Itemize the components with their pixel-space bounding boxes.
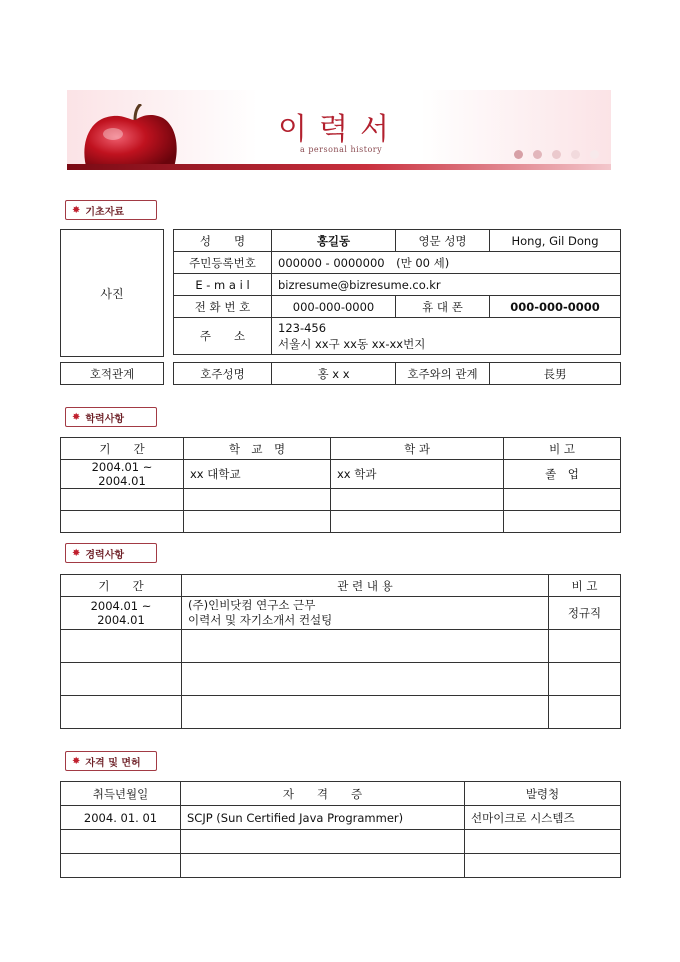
- license-header-date: 취득년월일: [61, 782, 181, 806]
- name-label: 성 명: [174, 230, 272, 252]
- license-cell: [181, 830, 465, 854]
- table-row: [61, 854, 621, 878]
- career-cell: 2004.01 ~ 2004.01: [61, 597, 182, 630]
- id-label: 주민등록번호: [174, 252, 272, 274]
- section-tag-education: [65, 407, 157, 427]
- email-value: bizresume@bizresume.co.kr: [272, 274, 621, 296]
- flower-icon: ✸: [72, 411, 81, 423]
- career-cell: [182, 597, 549, 630]
- dot-icon: [552, 150, 561, 159]
- relation-label: 호주와의 관계: [396, 363, 490, 385]
- edu-cell: [61, 489, 184, 511]
- section-tag-basic: [65, 200, 157, 220]
- address-line2: 서울시 xx구 xx동 xx-xx번지: [278, 337, 426, 351]
- career-header-period: 기 간: [61, 575, 182, 597]
- license-cell: [61, 830, 181, 854]
- edu-cell: [504, 489, 621, 511]
- career-cell: 정규직: [549, 597, 621, 630]
- family-label-table: [60, 362, 164, 385]
- career-cell: [61, 630, 182, 663]
- photo-box: [60, 229, 164, 357]
- edu-header-note: 비 고: [504, 438, 621, 460]
- table-row: [61, 696, 621, 729]
- career-table: [60, 574, 621, 729]
- career-cell: [182, 630, 549, 663]
- section-label: 경력사항: [85, 549, 125, 561]
- license-header-issuer: 발령청: [465, 782, 621, 806]
- flower-icon: ✸: [72, 755, 81, 767]
- decorative-dots: [514, 150, 599, 159]
- section-label: 학력사항: [85, 413, 125, 425]
- dot-icon: [514, 150, 523, 159]
- edu-header-period: 기 간: [61, 438, 184, 460]
- photo-label: 사진: [100, 286, 124, 301]
- table-row: [61, 597, 621, 630]
- career-cell: [61, 663, 182, 696]
- edu-cell: [184, 511, 331, 533]
- address-value: [272, 318, 621, 355]
- edu-cell: 2004.01 ~ 2004.01: [61, 460, 184, 489]
- eng-name-value: Hong, Gil Dong: [490, 230, 621, 252]
- flower-icon: ✸: [72, 547, 81, 559]
- section-label: 기초자료: [85, 206, 125, 218]
- table-row: [61, 830, 621, 854]
- edu-cell: [61, 511, 184, 533]
- career-cell: [549, 696, 621, 729]
- eng-name-label: 영문 성명: [396, 230, 490, 252]
- name-value: 홍길동: [272, 230, 396, 252]
- mobile-value: 000-000-0000: [490, 296, 621, 318]
- table-row: [61, 630, 621, 663]
- dot-icon: [571, 150, 580, 159]
- section-tag-license: [65, 751, 157, 771]
- page-title: 이력서: [278, 112, 401, 147]
- address-line1: 123-456: [278, 321, 327, 335]
- apple-icon: [79, 104, 181, 170]
- edu-header-school: 학 교 명: [184, 438, 331, 460]
- table-row: [61, 511, 621, 533]
- career-cell: [549, 663, 621, 696]
- table-row: [61, 806, 621, 830]
- license-cell: SCJP (Sun Certified Java Programmer): [181, 806, 465, 830]
- career-header-note: 비 고: [549, 575, 621, 597]
- career-line: (주)인비닷컴 연구소 근무: [188, 598, 316, 612]
- edu-cell: [504, 511, 621, 533]
- edu-cell: [331, 489, 504, 511]
- edu-cell: xx 대학교: [184, 460, 331, 489]
- license-cell: 2004. 01. 01: [61, 806, 181, 830]
- table-row: [61, 663, 621, 696]
- banner-bar: [67, 164, 611, 170]
- license-cell: 선마이크로 시스템즈: [465, 806, 621, 830]
- flower-icon: ✸: [72, 204, 81, 216]
- phone-label: 전 화 번 호: [174, 296, 272, 318]
- career-line: 이력서 및 자기소개서 컨설팅: [188, 613, 333, 627]
- license-cell: [181, 854, 465, 878]
- edu-cell: 졸 업: [504, 460, 621, 489]
- head-name-label: 호주성명: [174, 363, 272, 385]
- head-name-value: 홍 x x: [272, 363, 396, 385]
- relation-value: 長男: [490, 363, 621, 385]
- edu-cell: [184, 489, 331, 511]
- section-label: 자격 및 면허: [85, 757, 141, 769]
- section-tag-career: [65, 543, 157, 563]
- basic-info-table: [173, 229, 621, 355]
- license-table: [60, 781, 621, 878]
- address-label: 주 소: [174, 318, 272, 355]
- email-label: E - m a i l: [174, 274, 272, 296]
- table-row: [61, 489, 621, 511]
- edu-header-major: 학 과: [331, 438, 504, 460]
- family-table: [173, 362, 621, 385]
- page-subtitle: a personal history: [300, 145, 383, 154]
- edu-cell: xx 학과: [331, 460, 504, 489]
- phone-value: 000-000-0000: [272, 296, 396, 318]
- education-table: [60, 437, 621, 533]
- edu-cell: [331, 511, 504, 533]
- license-cell: [465, 854, 621, 878]
- dot-icon: [533, 150, 542, 159]
- career-cell: [182, 696, 549, 729]
- career-cell: [61, 696, 182, 729]
- id-value: 000000 - 0000000 (만 00 세): [272, 252, 621, 274]
- table-row: [61, 460, 621, 489]
- career-cell: [182, 663, 549, 696]
- family-label: 호적관계: [61, 363, 164, 385]
- license-header-cert: 자 격 증: [181, 782, 465, 806]
- career-header-content: 관 련 내 용: [182, 575, 549, 597]
- dot-icon: [590, 150, 599, 159]
- career-cell: [549, 630, 621, 663]
- license-cell: [61, 854, 181, 878]
- license-cell: [465, 830, 621, 854]
- mobile-label: 휴 대 폰: [396, 296, 490, 318]
